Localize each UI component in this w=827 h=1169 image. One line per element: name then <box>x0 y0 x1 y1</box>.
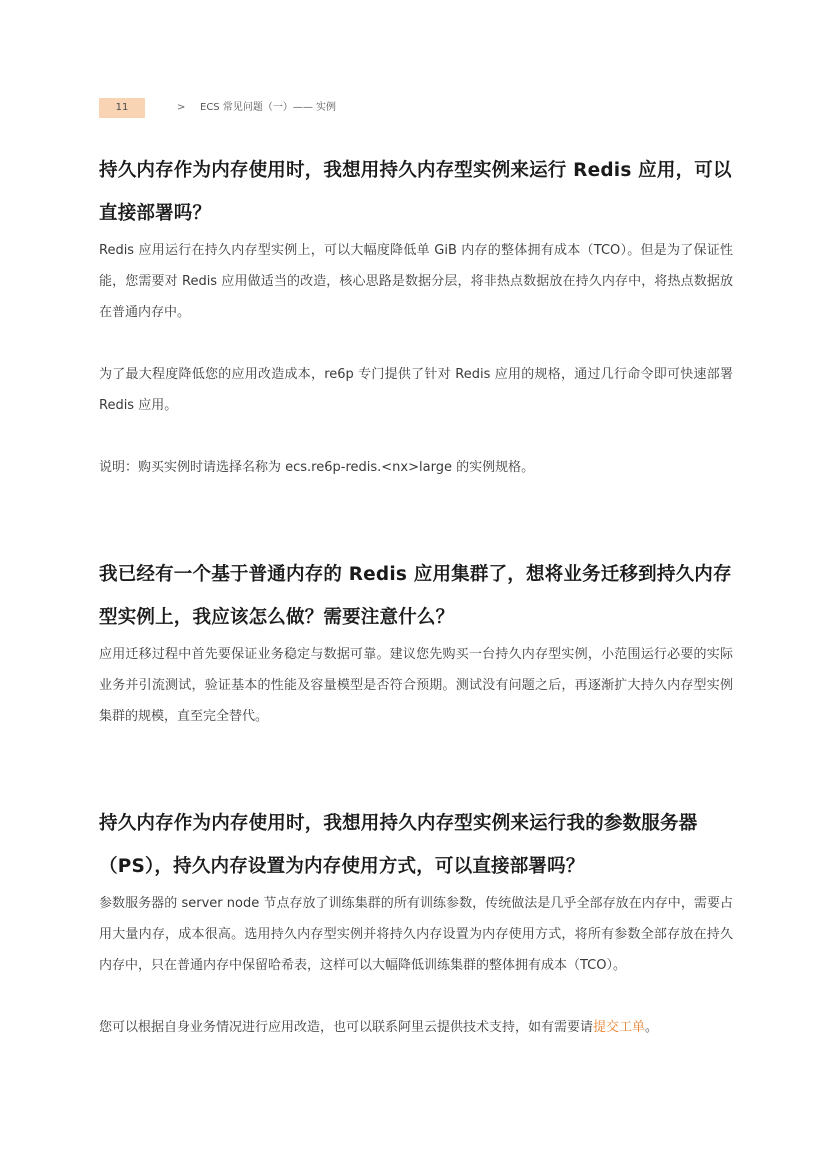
answer-paragraph: Redis 应用运行在持久内存型实例上，可以大幅度降低单 GiB 内存的整体拥有成本（TCO）。但是为了保证性能，您需要对 Redis 应用做适当的改造，核心思路是数据分层，将非热点数据放在持久内存中，将热点数据放在普通内存中。 <box>99 243 733 320</box>
page-header <box>99 98 739 118</box>
answer-paragraph: 为了最大程度降低您的应用改造成本，re6p 专门提供了针对 Redis 应用的规格，通过几行命令即可快速部署 Redis 应用。 <box>99 367 733 413</box>
breadcrumb[interactable]: ECS 常见问题（一）—— 实例 <box>200 102 337 113</box>
page-number: 11 <box>99 98 145 118</box>
answer-paragraph: 参数服务器的 server node 节点存放了训练集群的所有训练参数，传统做法是几乎全部存放在内存中，需要占用大量内存，成本很高。选用持久内存型实例并将持久内存设置为内存使用方式，将所有参数全部存放在持久内存中，只在普通内存中保留哈希表，这样可以大幅降低训练集群的整体拥有成本（TCO）。 <box>99 896 733 973</box>
question-title-redis-migrate: 我已经有一个基于普通内存的 Redis 应用集群了，想将业务迁移到持久内存型实例上，我应该怎么做？需要注意什么？ <box>99 564 732 628</box>
document-body <box>99 146 733 1043</box>
closing-paragraph <box>99 1012 733 1043</box>
question-title-redis-deploy: 持久内存作为内存使用时，我想用持久内存型实例来运行 Redis 应用，可以直接部署吗？ <box>99 160 732 224</box>
closing-end: 。 <box>645 1020 659 1035</box>
answer-paragraph: 应用迁移过程中首先要保证业务稳定与数据可靠。建议您先购买一台持久内存型实例，小范围运行必要的实际业务并引流测试，验证基本的性能及容量模型是否符合预期。测试没有问题之后，再逐渐扩大持久内存型实例集群的规模，直至完全替代。 <box>99 647 733 724</box>
closing-text: 您可以根据自身业务情况进行应用改造，也可以联系阿里云提供技术支持，如有需要请 <box>99 1020 594 1035</box>
question-title-parameter-server: 持久内存作为内存使用时，我想用持久内存型实例来运行我的参数服务器（PS），持久内存设置为内存使用方式，可以直接部署吗？ <box>99 813 698 877</box>
submit-ticket-link[interactable]: 提交工单 <box>593 1020 646 1035</box>
breadcrumb-separator: > <box>177 102 186 113</box>
note-paragraph: 说明：购买实例时请选择名称为 ecs.re6p-redis.<nx>large 的实例规格。 <box>99 460 535 475</box>
